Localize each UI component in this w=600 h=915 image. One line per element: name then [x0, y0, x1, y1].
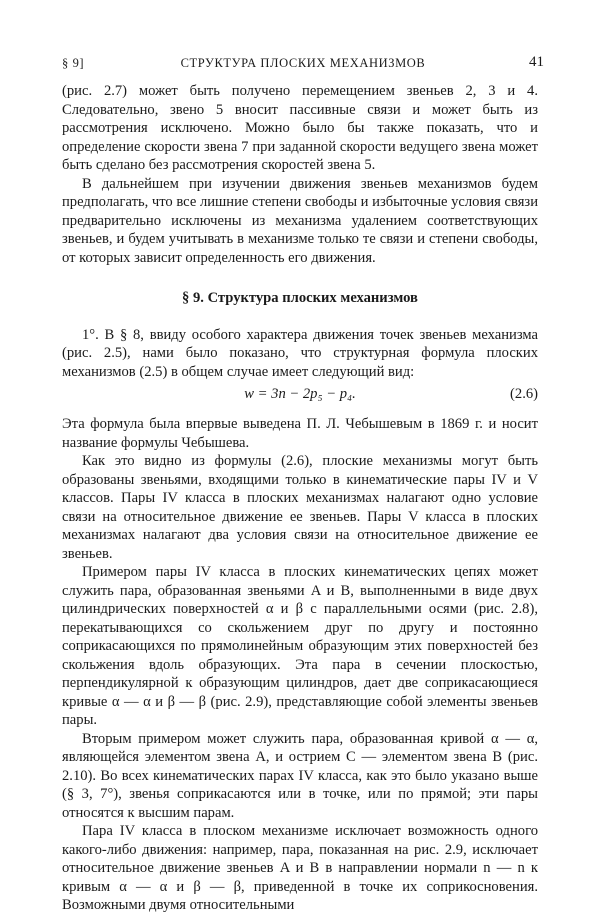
paragraph: Пара IV класса в плоском механизме исключает возможность одного какого-либо движения: например, пара, показанная на рис. 2.9, исключает относительное движение звеньев A и B в направлении нормали n — n к кривым α — α и β — β, приведенной в точке их соприкосновения. Возможными двумя относительными	[62, 823, 538, 913]
paragraph: Примером пары IV класса в плоских кинематических цепях может служить пара, образованная звеньями A и B, выполненными в виде двух цилиндрических поверхностей α и β с параллельными осями (рис. 2.8), перекатывающихся со скольжением друг по другу и постоянно соприкасающихся по прямолинейным образующим этих поверхностей без скольжения вдоль образующих. Эта пара в сечении плоскостью, перпендикулярной к образующим цилиндров, дает две соприкасающиеся кривые α — α и β — β (рис. 2.9), представляющие собой элементы звеньев пары.	[62, 564, 538, 728]
formula-row	[62, 385, 538, 409]
running-head	[62, 56, 544, 74]
paragraph: В дальнейшем при изучении движения звеньев механизмов будем предполагать, что все лишние степени свободы и избыточные условия связи предварительно исключены из механизма удалением соответствующих звеньев, и будем учитывать в механизме только те связи и степени свободы, от которых зависит определенность его движения.	[62, 175, 538, 266]
section-heading: § 9. Структура плоских механизмов	[182, 290, 418, 306]
paragraph: (рис. 2.7) может быть получено перемещением звеньев 2, 3 и 4. Следовательно, звено 5 вносит пассивные связи и может быть из рассмотрения исключено. Можно было бы также показать, что и определение скорости звена 7 при заданной скорости ведущего звена может быть сделано без рассмотрения скоростей звена 5.	[62, 83, 538, 173]
paragraph: 1°. В § 8, ввиду особого характера движения точек звеньев механизма (рис. 2.5), нами было показано, что структурная формула плоских механизмов (2.5) в общем случае имеет следующий вид:	[62, 326, 538, 380]
header-title: СТРУКТУРА ПЛОСКИХ МЕХАНИЗМОВ	[180, 56, 426, 70]
page-number: 41	[529, 54, 544, 70]
paragraph: Вторым примером может служить пара, образованная кривой α — α, являющейся элементом звена A, и острием C — элементом звена B (рис. 2.10). Во всех кинематических парах IV класса, как это было указано выше (§ 3, 7°), звенья соприкасаются или в точке, или по прямой; эти пары относятся к высшим парам.	[62, 730, 538, 821]
paragraph: Как это видно из формулы (2.6), плоские механизмы могут быть образованы звеньями, входящими только в кинематические пары IV и V классов. Пары IV класса в плоских механизмах налагают одно условие связи на относительное движение ее звеньев. Пары V класса в плоских механизмах налагают два условия связи на относительное движение ее звеньев.	[62, 453, 538, 562]
header-section-ref: § 9]	[62, 56, 85, 70]
page-body	[62, 82, 538, 915]
paragraph: Эта формула была впервые выведена П. Л. Чебышевым в 1869 г. и носит название формулы Чебышева.	[62, 416, 538, 451]
formula-number: (2.6)	[510, 386, 538, 402]
chebyshev-formula: w = 3n − 2p₅ − p₄.	[244, 386, 356, 402]
